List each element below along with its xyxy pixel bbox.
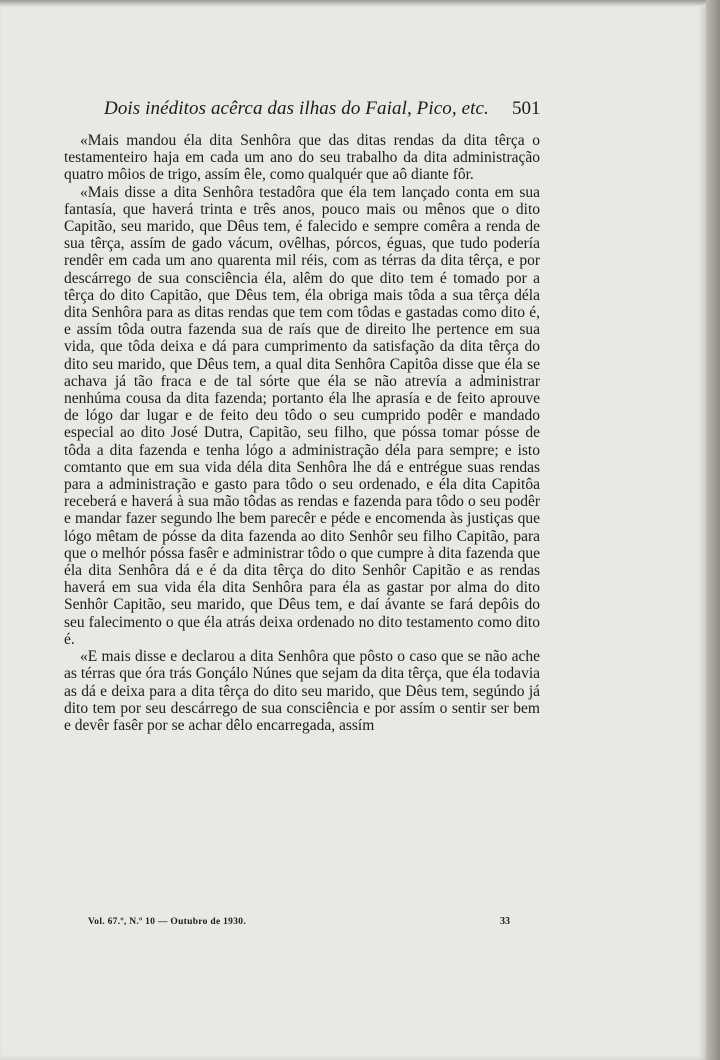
page-top-edge — [0, 0, 720, 7]
paragraph: «E mais disse e declarou a dita Senhôra que pôsto o caso que se não ache as térras que óra trás Gonçálo Núnes que sejam da dita têrça, que éla todavia as dá e deixa para a dita têrça do dito seu marido, que Dêus tem, segúndo já dito tem por seu descárrego de sua consciência e por assím o sentir ser bem e devêr fasêr por se achar dêlo encarregada, assím — [64, 648, 540, 734]
signature-mark: 33 — [500, 916, 510, 927]
paragraph: «Mais disse a dita Senhôra testadôra que éla tem lançado conta em sua fantasía, que haverá trinta e três anos, pouco mais ou mênos que o dito Capitão, seu marido, que Dêus tem, é falecido e sempre comêra a renda de sua têrça, assím de gado vácum, ovêlhas, pórcos, éguas, que tudo podería rendêr em cada um ano quarenta mil réis, com as térras da dita têrça, e por descárrego de sua consciência éla, alêm do que dito tem é tomado por a têrça do dito Capitão, que Dêus tem, éla obriga mais tôda a sua têrça déla dita Senhôra para as ditas rendas que tem com tôdas e gastadas como dito é, e assím tôda outra fazenda sua de raís que de direito lhe pertence em sua vida, que tôda deixa e dá para cumprimento da satisfação da dita têrça do dito seu marido, que Dêus tem, a qual dita Senhôra Capitôa disse que éla se achava já tão fraca e de tal sórte que éla se não atrevía a administrar nenhúma cousa da dita fazenda; portanto éla lhe aprasía e de feito aprouve de lógo dar lugar e de feito deu tôdo o seu cumprido podêr e mandado especial ao dito José Dutra, Capitão, seu filho, que póssa tomar pósse de tôda a dita fazenda e tenha lógo a administração déla para sempre; e isto comtanto que em sua vida déla dita Senhôra lhe dá e entrégue suas rendas para a administração e gasto para tôdo o seu ordenado, e éla dita Capitôa receberá e haverá à sua mão tôdas as rendas e fazenda para tôdo o seu podêr e mandar fazer segundo lhe bem parecêr e péde e encomenda às justiças que lógo mêtam de pósse da dita fazenda ao dito Senhôr seu filho Capitão, para que o melhór póssa fasêr e administrar tôdo o que cumpre à dita fazenda que éla dita Senhôra dá e é da dita têrça do dito Senhôr Capitão e as rendas haverá em sua vida éla dita Senhôra para éla as gastar por alma do dito Senhôr Capitão, seu marido, que Dêus tem, e daí ávante se fará depôis do seu falecimento o que éla atrás deixa ordenado no dito testamento como dito é. — [64, 183, 540, 648]
page-right-edge — [706, 0, 720, 1060]
body-text — [64, 132, 540, 734]
running-title: Dois inéditos acêrca das ilhas do Faial, Pico, etc. — [104, 98, 489, 119]
issue-line: Vol. 67.º, N.º 10 — Outubro de 1930. — [88, 917, 247, 927]
page-number: 501 — [512, 98, 541, 119]
paragraph: «Mais mandou éla dita Senhôra que das ditas rendas da dita têrça o testamenteiro haja em cada um ano do seu trabalho da dita administração quatro môios de trigo, assím êle, como qualquér que aô diante fôr. — [64, 132, 540, 184]
